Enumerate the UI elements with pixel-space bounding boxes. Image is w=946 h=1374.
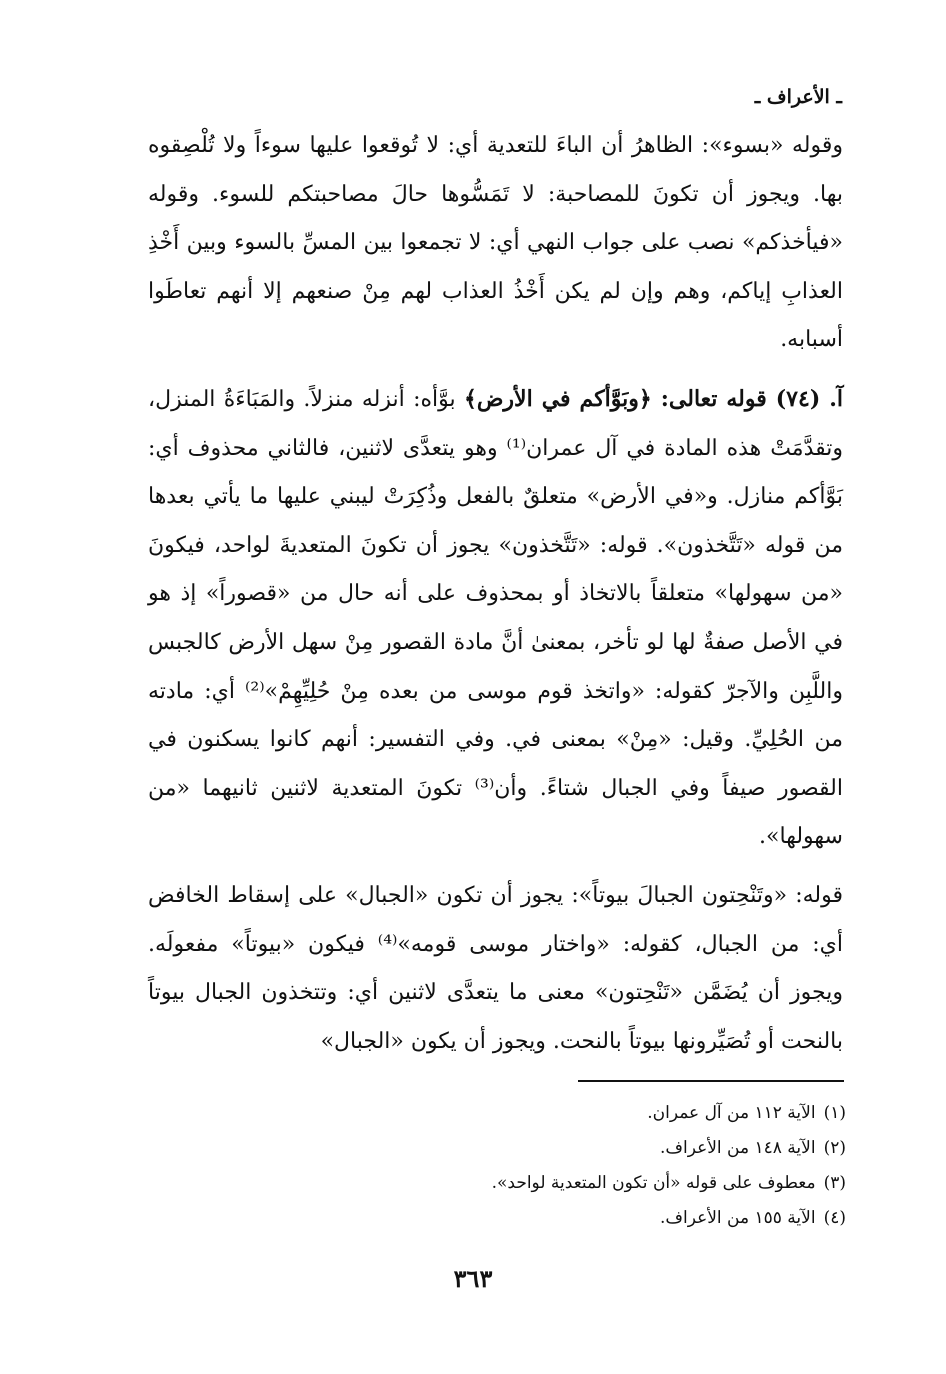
footnote-text: الآية ١٥٥ من الأعراف.: [659, 1208, 816, 1228]
footnote-3: [300, 1166, 846, 1201]
footnote-number: (٤): [823, 1208, 846, 1228]
footnote-text: الآية ١٤٨ من الأعراف.: [659, 1138, 816, 1158]
footnote-number: (٣): [823, 1173, 846, 1193]
paragraph-1: [148, 122, 843, 365]
footnote-text: الآية ١١٢ من آل عمران.: [647, 1103, 816, 1123]
footnote-1: [300, 1096, 846, 1131]
paragraph-3: [148, 872, 843, 1066]
running-head: ـ الأعراف ـ: [754, 86, 842, 108]
footnote-text: معطوف على قوله «أن تكون المتعدية لواحد».: [491, 1173, 816, 1193]
page-number: ٣٦٣: [453, 1264, 493, 1293]
footnote-2: [300, 1131, 846, 1166]
footnotes: [300, 1096, 846, 1236]
paragraph-2: [148, 375, 843, 862]
footnote-number: (١): [823, 1103, 846, 1123]
paragraph-1-text: وقوله «بسوء»: الظاهرُ أن الباءَ للتعدية أي: لا تُوقعوا عليها سوءاً ولا تُلْصِقوه بها. ويجوز أن تكونَ للمصاحبة: لا تَمَسُّوها حالَ مصاحبتكم للسوء. وقوله «فيأخذكم» نصب على جواب النهي أي: لا تجمعوا بين المسِّ بالسوء وبين أَخْذِ العذابِ إياكم، وهم وإن لم يكن أَخْذُ العذاب لهم مِنْ صنعهم إلا أنهم تعاطَوا أسبابه.: [148, 133, 843, 353]
footnote-number: (٢): [823, 1138, 846, 1158]
verse-heading: آ. (٧٤) قوله تعالى: ﴿وبَوَّأكم في الأرض﴾: [463, 385, 843, 412]
paragraph-2-text: بوَّأه: أنزله منزلاً. والمَبَاءَةُ المنزل، وتقدَّمَتْ هذه المادة في آل عمران⁽¹⁾ وهو يتعدَّى لاثنين، فالثاني محذوف أي: بَوَّأكم منازل. و«في الأرض» متعلقٌ بالفعل وذُكِرَتْ ليبني عليها ما يأتي بعدها من قوله «تَتَّخذون». قوله: «تَتَّخذون» يجوز أن تكونَ المتعديةَ لواحد، فيكونَ «من سهولها» متعلقاً بالاتخاذ أو بمحذوف على أنه حال من «قصوراً» إذ هو في الأصل صفةٌ لها لو تأخر، بمعنىٰ أنَّ مادة القصور مِنْ سهل الأرض كالجبس واللَّبِن والآجرّ كقوله: «واتخذ قوم موسى من بعده مِنْ حُلِيِّهِمْ»⁽²⁾ أي: مادته من الحُلِيِّ. وقيل: «مِنْ» بمعنى في. وفي التفسير: أنهم كانوا يسكنون في القصور صيفاً وفي الجبال شتاءً. وأن⁽³⁾ تكونَ المتعدية لاثنين ثانيهما «من سهولها».: [148, 386, 844, 850]
footnote-4: [300, 1201, 846, 1236]
body-text: [148, 122, 843, 1066]
paragraph-3-text: قوله: «وتَنْحِتون الجبالَ بيوتاً»: يجوز أن تكون «الجبال» على إسقاط الخافض أي: من الجبال، كقوله: «واختار موسى قومه»⁽⁴⁾ فيكون «بيوتاً» مفعولَه. ويجوز أن يُضَمَّن «تَنْحِتون» معنى ما يتعدَّى لاثنين أي: وتتخذون الجبال بيوتاً بالنحت أو تُصَيِّرونها بيوتاً بالنحت. ويجوز أن يكون «الجبال»: [148, 882, 844, 1054]
footnote-separator: [578, 1080, 844, 1082]
